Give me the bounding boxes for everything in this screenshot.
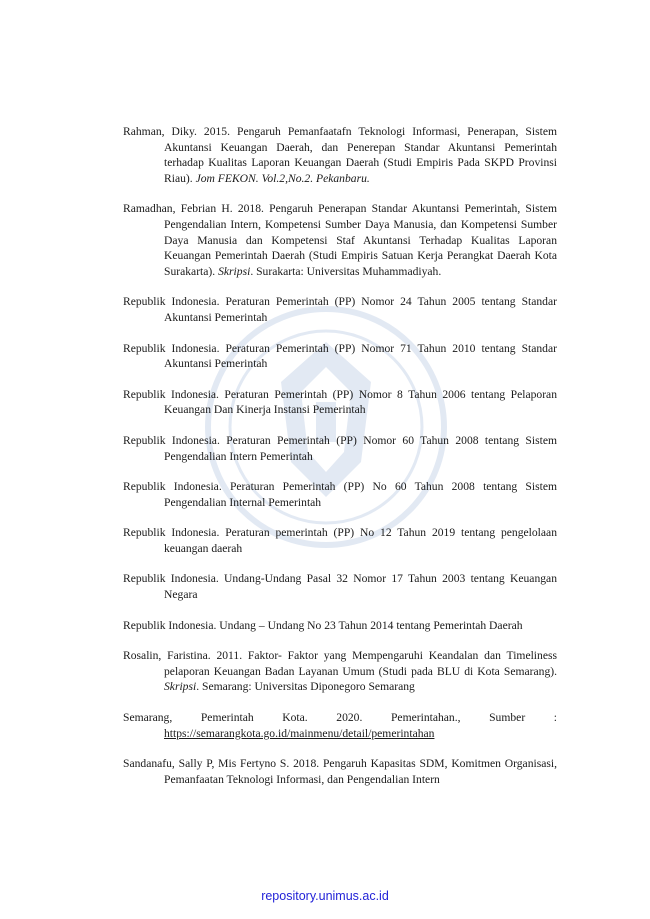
repository-footer-link[interactable]: repository.unimus.ac.id — [261, 889, 389, 903]
reference-entry: Sandanafu, Sally P, Mis Fertyno S. 2018. Pengaruh Kapasitas SDM, Komitmen Organisasi, Pemanfaatan Teknologi Informasi, dan Pengendalian Intern — [123, 757, 557, 786]
reference-entry: Republik Indonesia. Undang-Undang Pasal 32 Nomor 17 Tahun 2003 tentang Keuangan Negara — [123, 572, 557, 602]
reference-entry: Rahman, Diky. 2015. Pengaruh Pemanfaatafn Teknologi Informasi, Penerapan, Sistem Akuntansi Keuangan Daerah, dan Penerepan Standar Akuntansi Pemerintah terhadap Kualitas Laporan Keuangan Daerah (Studi Empiris Pada SKPD Provinsi Riau). Jom FEKON. Vol.2,No.2. Pekanbaru. — [123, 125, 557, 185]
reference-entry: Rosalin, Faristina. 2011. Faktor- Faktor yang Mempengaruhi Keandalan dan Timeliness pelaporan Keuangan Badan Layanan Umum (Studi pada BLU di Kota Semarang). Skripsi. Semarang: Universitas Diponegoro Semarang — [123, 649, 557, 694]
reference-entry: Ramadhan, Febrian H. 2018. Pengaruh Penerapan Standar Akuntansi Pemerintah, Sistem Pengendalian Intern, Kompetensi Sumber Daya Manusia, dan Kompetensi Sumber Daya Manusia dan Kompetensi Staf Akuntansi Terhadap Kualitas Laporan Keuangan Pemerintah Daerah (Studi Empiris Satuan Kerja Perangkat Daerah Kota Surakarta). Skripsi. Surakarta: Universitas Muhammadiyah. — [123, 202, 557, 278]
reference-entry: Republik Indonesia. Peraturan Pemerintah (PP) Nomor 8 Tahun 2006 tentang Pelaporan Keuangan Dan Kinerja Instansi Pemerintah — [123, 387, 557, 417]
reference-entry: Republik Indonesia. Peraturan pemerintah (PP) No 12 Tahun 2019 tentang pengelolaan keuangan daerah — [123, 526, 557, 555]
reference-entry: Republik Indonesia. Peraturan Pemerintah (PP) Nomor 24 Tahun 2005 tentang Standar Akuntansi Pemerintah — [123, 295, 557, 324]
reference-entry-semarang: Semarang, Pemerintah Kota. 2020. Pemerintahan., Sumber : https://semarangkota.go.id/mainmenu/detail/pemerintahan — [123, 711, 557, 740]
reference-entry: Republik Indonesia. Peraturan Pemerintah (PP) Nomor 71 Tahun 2010 tentang Standar Akuntansi Pemerintah — [123, 341, 557, 371]
pemerintahan-source-link[interactable]: https://semarangkota.go.id/mainmenu/detail/pemerintahan — [164, 726, 435, 740]
reference-entry: Republik Indonesia. Peraturan Pemerintah (PP) No 60 Tahun 2008 tentang Sistem Pengendalian Internal Pemerintah — [123, 480, 557, 509]
reference-entry: Republik Indonesia. Peraturan Pemerintah (PP) Nomor 60 Tahun 2008 tentang Sistem Pengendalian Intern Pemerintah — [123, 433, 557, 463]
reference-entry: Republik Indonesia. Undang – Undang No 23 Tahun 2014 tentang Pemerintah Daerah — [123, 618, 523, 632]
reference-list — [123, 124, 557, 802]
